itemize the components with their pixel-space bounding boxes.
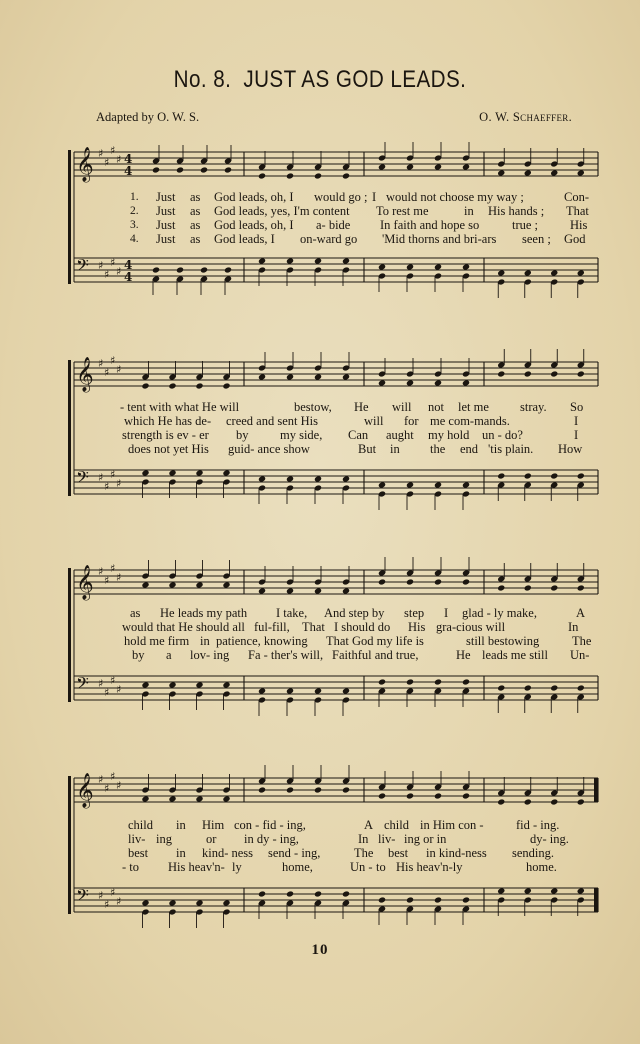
note-head [141,382,149,389]
note-head [524,269,532,276]
note-head [462,263,470,270]
note-group [378,557,470,586]
treble-clef-icon: 𝄞 [76,147,94,182]
sharp-icon: ♯ [104,268,110,281]
note-head [314,687,322,694]
note-head [314,257,322,264]
note-head [524,472,532,479]
note-head [406,896,414,903]
sharp-icon: ♯ [104,898,110,911]
note-head [406,481,414,488]
note-head [168,681,176,688]
sharp-icon: ♯ [110,886,116,899]
note-group [497,684,585,713]
note-head [195,899,203,906]
note-head [524,887,532,894]
note-head [286,786,294,793]
note-head [524,798,532,805]
note-head [497,887,505,894]
note-group [497,563,585,592]
treble-staff [74,354,598,393]
sharp-icon: ♯ [116,153,122,166]
note-head [462,578,470,585]
note-head [406,263,414,270]
note-head [314,475,322,482]
note-head [577,370,585,377]
note-head [577,684,585,691]
sharp-icon: ♯ [116,477,122,490]
note-head [434,379,442,386]
note-head [342,687,350,694]
sharp-icon: ♯ [98,773,104,786]
note-head [286,373,294,380]
sharp-icon: ♯ [110,468,116,481]
note-head [314,587,322,594]
bass-clef-icon: 𝄢 [76,255,89,279]
note-head [342,786,350,793]
note-group [378,481,470,510]
note-head [222,382,230,389]
note-head [577,584,585,591]
note-head [462,379,470,386]
time-signature-top: 4 [124,258,133,272]
note-head [195,382,203,389]
note-head [378,792,386,799]
note-head [462,678,470,685]
sharp-icon: ♯ [110,770,116,783]
note-group [258,687,350,716]
note-head [434,678,442,685]
words-credit: Adapted by O. W. S. [96,110,200,124]
lyric-line: 3. Just as God leads, oh, I a- bide In faith and hope so true ; His [130,218,588,232]
note-head [168,899,176,906]
note-head [577,169,585,176]
note-head [314,786,322,793]
note-head [550,370,558,377]
note-head [524,584,532,591]
note-head [462,896,470,903]
lyric-line: by a lov- ing Fa - ther's will, Faithful and true, He leads me still Un- [132,648,590,662]
note-head [550,584,558,591]
sharp-icon: ♯ [116,571,122,584]
note-group [258,890,350,919]
note-head [550,798,558,805]
note-head [224,166,232,173]
note-head [378,678,386,685]
note-head [434,481,442,488]
sharp-icon: ♯ [104,480,110,493]
note-head [550,684,558,691]
note-head [168,581,176,588]
note-group [258,475,350,504]
sharp-icon: ♯ [104,686,110,699]
final-barline [594,778,598,802]
note-head [141,681,149,688]
note-head [258,687,266,694]
note-head [550,887,558,894]
note-head [286,687,294,694]
note-head [286,587,294,594]
note-head [314,172,322,179]
note-head [286,475,294,482]
note-head [434,578,442,585]
bass-staff [74,467,598,494]
treble-clef-icon: 𝄞 [76,357,94,392]
note-head [342,890,350,897]
note-head [286,890,294,897]
note-head [200,166,208,173]
lyric-line: 1. Just as God leads, oh, I would go ; I would not choose my way ; Con- [130,190,589,204]
note-group [141,899,230,928]
time-signature-bottom: 4 [124,270,133,284]
sharp-icon: ♯ [98,565,104,578]
note-head [524,370,532,377]
sharp-icon: ♯ [98,259,104,272]
note-head [176,166,184,173]
bass-staff [74,885,598,912]
note-group [497,269,585,298]
note-head [550,169,558,176]
music-credit: O. W. Schaeffer. [479,110,572,124]
lyric-line: as He leads my path I take, And step by step I glad - ly make, A [130,606,586,620]
note-head [222,581,230,588]
lyric-line: strength is ev - er by my side, Can aught my hold un - do? I [122,428,579,442]
note-head [378,481,386,488]
note-group [258,352,350,381]
music-system-3 [64,560,604,720]
note-head [378,379,386,386]
sharp-icon: ♯ [110,562,116,575]
note-head [258,257,266,264]
note-head [497,798,505,805]
note-head [434,263,442,270]
note-group [258,151,350,180]
treble-staff [74,562,598,601]
lyric-line: 2. Just as God leads, yes, I'm content To rest me in His hands ; That [130,204,589,218]
note-head [141,899,149,906]
note-head [378,163,386,170]
sharp-icon: ♯ [110,144,116,157]
note-head [286,172,294,179]
bass-clef-icon: 𝄢 [76,673,89,697]
note-group [141,361,230,390]
music-system-4 [64,758,604,928]
note-head [168,795,176,802]
note-head [168,382,176,389]
note-head [222,899,230,906]
note-head [176,266,184,273]
note-group [378,771,470,800]
note-head [524,684,532,691]
sharp-icon: ♯ [98,147,104,160]
note-head [141,581,149,588]
note-head [550,472,558,479]
sharp-icon: ♯ [98,677,104,690]
note-head [378,578,386,585]
note-head [406,678,414,685]
note-head [462,163,470,170]
note-group [378,678,470,707]
note-head [497,269,505,276]
sharp-icon: ♯ [110,354,116,367]
sharp-icon: ♯ [104,156,110,169]
bass-clef-icon: 𝄢 [76,467,89,491]
hymn-title: JUST AS GOD LEADS. [243,66,467,93]
note-head [342,587,350,594]
note-head [222,469,230,476]
note-group [378,263,470,292]
lyric-line: does not yet His guid- ance show But in the end 'tis plain. How [128,442,583,456]
note-head [152,166,160,173]
sharp-icon: ♯ [104,574,110,587]
lyric-line: - tent with what He will bestow, He will not let me stray. So [120,400,584,414]
treble-clef-icon: 𝄞 [76,773,94,808]
lyric-line: liv- ing or in dy - ing, In liv- ing or in dy- ing. [128,832,569,846]
sharp-icon: ♯ [98,889,104,902]
note-head [434,896,442,903]
page-number: 10 [311,942,329,958]
note-head [314,890,322,897]
note-head [577,798,585,805]
note-head [406,379,414,386]
hymn-heading [45,66,595,94]
note-head [258,475,266,482]
note-head [577,887,585,894]
note-head [342,373,350,380]
note-head [286,257,294,264]
sharp-icon: ♯ [110,256,116,269]
note-group [497,777,585,806]
note-head [524,169,532,176]
note-head [378,896,386,903]
note-head [497,472,505,479]
note-head [195,469,203,476]
note-head [497,584,505,591]
note-group [497,472,585,501]
note-head [258,172,266,179]
note-head [497,684,505,691]
note-head [497,169,505,176]
sharp-icon: ♯ [116,363,122,376]
music-system-2 [64,340,604,520]
sharp-icon: ♯ [116,779,122,792]
note-group [141,681,230,710]
note-head [550,269,558,276]
note-head [342,172,350,179]
sharp-icon: ♯ [98,471,104,484]
note-head [577,269,585,276]
bass-clef-icon: 𝄢 [76,885,89,909]
note-head [577,472,585,479]
lyric-line: hold me firm in patience, knowing That God my life is still bestowing The [124,634,592,648]
note-group [497,349,585,378]
note-head [195,795,203,802]
note-group [152,145,232,174]
sharp-icon: ♯ [98,357,104,370]
note-head [195,681,203,688]
final-barline [594,888,598,912]
lyric-line: - to His heav'n- ly home, Un - to His heav'n-ly home. [122,860,557,874]
sharp-icon: ♯ [116,683,122,696]
sharp-icon: ♯ [104,782,110,795]
time-signature-bottom: 4 [124,164,133,178]
note-head [222,795,230,802]
note-head [222,681,230,688]
sharp-icon: ♯ [110,674,116,687]
note-head [406,578,414,585]
lyric-line: which He has de- creed and sent His will for me com-mands. I [124,414,579,428]
hymn-number: No. 8. [173,66,232,93]
time-signature-top: 4 [124,152,133,166]
music-system-1 [64,140,604,300]
note-head [152,266,160,273]
note-head [434,792,442,799]
note-head [141,469,149,476]
note-group [258,765,350,794]
bass-staff [74,673,598,700]
treble-staff [74,770,598,809]
note-head [462,792,470,799]
lyric-line: best in kind- ness send - ing, The best in kind-ness sending. [128,846,555,860]
note-head [342,257,350,264]
note-head [378,263,386,270]
sharp-icon: ♯ [116,895,122,908]
note-head [258,587,266,594]
note-head [434,163,442,170]
sharp-icon: ♯ [116,265,122,278]
lyric-line: would that He should all ful-fill, That I should do His gra-cious will In [122,620,579,634]
treble-staff [74,144,598,183]
note-head [406,792,414,799]
note-head [224,266,232,273]
note-head [258,890,266,897]
lyric-line: child in Him con - fid - ing, A child in Him con - fid - ing. [128,818,560,832]
note-group [141,560,230,589]
note-head [406,163,414,170]
note-head [200,266,208,273]
note-head [258,786,266,793]
note-head [141,795,149,802]
note-head [195,581,203,588]
note-head [342,475,350,482]
note-group [378,142,470,171]
note-group [378,896,470,925]
treble-clef-icon: 𝄞 [76,565,94,600]
note-head [462,481,470,488]
note-head [497,370,505,377]
note-group [152,266,232,295]
note-head [168,469,176,476]
sharp-icon: ♯ [104,366,110,379]
note-head [258,373,266,380]
lyric-line: 4. Just as God leads, I on-ward go 'Mid thorns and bri-ars seen ; God [130,232,586,246]
note-head [314,373,322,380]
